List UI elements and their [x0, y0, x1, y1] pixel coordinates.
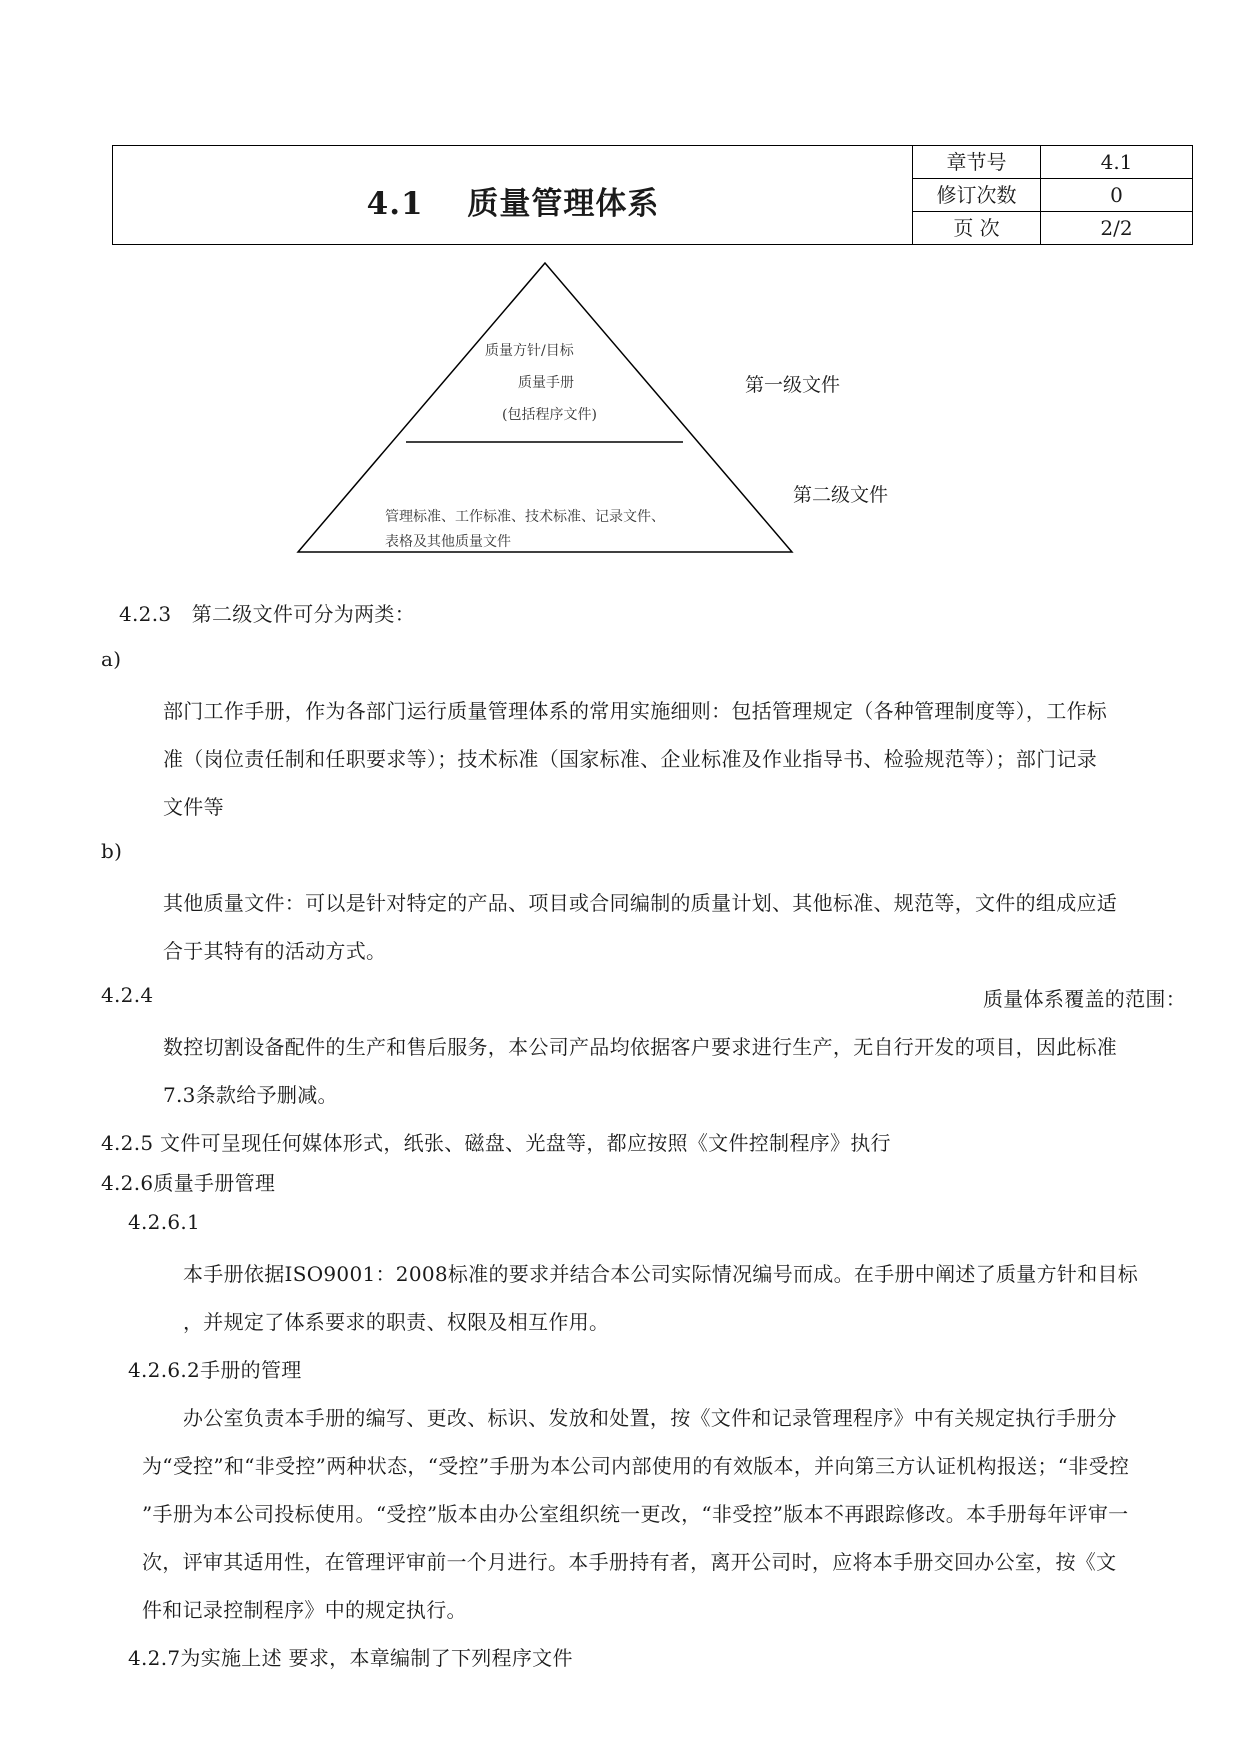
- item-a-line-1: 部门工作手册，作为各部门运行质量管理体系的常用实施细则：包括管理规定（各种管理制度等），工作标: [163, 699, 1108, 723]
- item-b-line-1: 其他质量文件：可以是针对特定的产品、项目或合同编制的质量计划、其他标准、规范等，文件的组成应适: [163, 891, 1118, 915]
- meta-grid: [913, 146, 1192, 244]
- meta-row-revision: [913, 179, 1192, 212]
- pyramid-bottom-line-2: 表格及其他质量文件: [385, 534, 511, 550]
- pyramid-top-line-1: 质量方针/目标: [485, 343, 574, 359]
- section-4-2-6-2-line-4: 次，评审其适用性，在管理评审前一个月进行。本手册持有者，离开公司时，应将本手册交回办公室，按《文: [142, 1550, 1117, 1574]
- section-4-2-6-2-line-5: 件和记录控制程序》中的规定执行。: [142, 1598, 467, 1622]
- section-4-2-6-1-line-1: 本手册依据ISO9001：2008标准的要求并结合本公司实际情况编号而成。在手册中阐述了质量方针和目标: [183, 1262, 1139, 1286]
- section-4-2-3: 4.2.3 第二级文件可分为两类：: [119, 602, 415, 626]
- section-4-2-7: 4.2.7为实施上述 要求，本章编制了下列程序文件: [128, 1646, 573, 1670]
- meta-row-page: [913, 212, 1192, 245]
- section-4-2-4-number: 4.2.4: [101, 983, 154, 1007]
- section-4-2-4-line-1: 数控切割设备配件的生产和售后服务，本公司产品均依据客户要求进行生产，无自行开发的项目，因此标准: [163, 1035, 1118, 1059]
- meta-label: 修订次数: [913, 179, 1041, 211]
- page-title: 4.1 质量管理体系: [366, 186, 660, 222]
- section-4-2-6-1-line-2: ，并规定了体系要求的职责、权限及相互作用。: [183, 1310, 610, 1334]
- item-a-line-3: 文件等: [163, 795, 224, 819]
- section-4-2-5: 4.2.5 文件可呈现任何媒体形式，纸张、磁盘、光盘等，都应按照《文件控制程序》执行: [101, 1131, 891, 1155]
- section-4-2-4-title: 质量体系覆盖的范围：: [983, 987, 1186, 1011]
- section-4-2-6-2-line-2: 为“受控”和“非受控”两种状态，“受控”手册为本公司内部使用的有效版本，并向第三方认证机构报送；“非受控: [142, 1454, 1130, 1478]
- level-1-label: 第一级文件: [745, 374, 841, 396]
- item-a-line-2: 准（岗位责任制和任职要求等）；技术标准（国家标准、企业标准及作业指导书、检验规范等）；部门记录: [163, 747, 1098, 771]
- level-2-label: 第二级文件: [793, 484, 889, 506]
- pyramid-top-line-2: 质量手册: [518, 375, 574, 391]
- meta-label: 章节号: [913, 146, 1041, 178]
- header-table: [112, 145, 1193, 245]
- section-4-2-6-2-line-1: 办公室负责本手册的编写、更改、标识、发放和处置，按《文件和记录管理程序》中有关规定执行手册分: [183, 1406, 1117, 1430]
- item-b-marker: b): [101, 839, 123, 863]
- section-4-2-6: 4.2.6质量手册管理: [101, 1171, 276, 1195]
- pyramid-top-line-3: (包括程序文件): [502, 407, 597, 423]
- section-4-2-6-2-line-3: ”手册为本公司投标使用。“受控”版本由办公室组织统一更改，“非受控”版本不再跟踪修改。本手册每年评审一: [142, 1502, 1129, 1526]
- title-cell: [113, 146, 913, 244]
- meta-row-chapter: [913, 146, 1192, 179]
- meta-value: 2/2: [1100, 216, 1133, 240]
- meta-value: 4.1: [1100, 150, 1133, 174]
- section-4-2-6-1: 4.2.6.1: [128, 1210, 201, 1234]
- meta-value: 0: [1110, 183, 1123, 207]
- item-b-line-2: 合于其特有的活动方式。: [163, 939, 387, 963]
- item-a-marker: a): [101, 647, 122, 671]
- meta-label: 页 次: [913, 212, 1041, 245]
- section-4-2-6-2: 4.2.6.2手册的管理: [128, 1358, 302, 1382]
- pyramid-bottom-line-2-clip: [385, 531, 511, 550]
- section-4-2-4-line-2: 7.3条款给予删减。: [163, 1083, 338, 1107]
- pyramid-bottom-line-1: 管理标准、工作标准、技术标准、记录文件、: [385, 509, 665, 525]
